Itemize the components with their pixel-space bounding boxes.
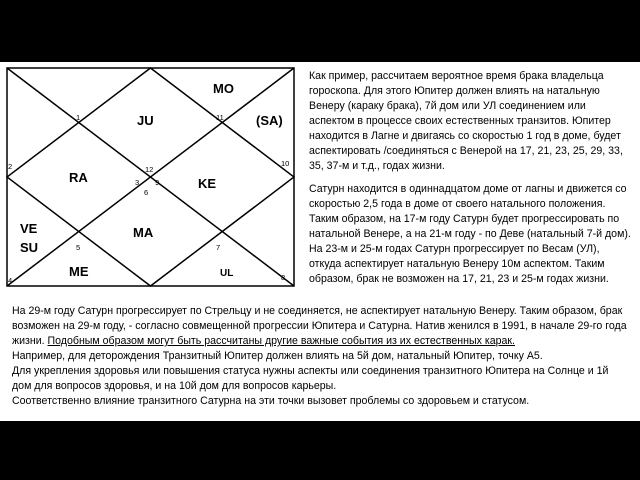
house-number-9: 9 — [155, 178, 160, 187]
house-number-6: 6 — [144, 188, 149, 197]
north-indian-chart — [6, 67, 295, 287]
health-status-text: Для укрепления здоровья или повышения статуса нужны аспекты или соединения транзитного Юпитера на Солнце и 1й дом для вопросов здоровья, и на 10й дом для вопросов карьеры. — [12, 365, 609, 392]
planet-ve: VE — [20, 221, 38, 236]
house-number-3: 3 — [135, 178, 140, 187]
planet-su: SU — [20, 240, 39, 255]
house-number-12: 12 — [145, 165, 154, 174]
house-number-5: 5 — [76, 243, 81, 252]
childbirth-text: Например, для деторождения Транзитный Юпитер должен влиять на 5й дом, натальный Юпитер, точку А5. — [12, 350, 543, 362]
planet-mo: MO — [213, 81, 234, 96]
house-number-7: 7 — [216, 243, 221, 252]
house-number-1: 1 — [76, 113, 81, 122]
house-number-4: 4 — [8, 276, 13, 285]
paragraph-conclusion — [12, 304, 630, 409]
planet-ma: MA — [133, 225, 154, 240]
planet-sa: (SA) — [256, 113, 283, 128]
house-number-10: 10 — [281, 159, 290, 168]
underlined-text: Подобным образом могут быть рассчитаны другие важные события из их естественных карак. — [47, 335, 515, 347]
slide — [0, 62, 640, 421]
planet-ul: UL — [220, 268, 234, 279]
house-number-8: 8 — [281, 273, 286, 282]
paragraph-marriage-jupiter: Как пример, рассчитаем вероятное время брака владельца гороскопа. Для этого Юпитер должен влиять на натальную Венеру (караку брака), 7й дом или УЛ соединением или аспектом в процессе своих естественных транзитов. Юпитер находится в Лагне и двигаясь со скоростью 1 год в доме, будет аспектировать /соединяться с Венерой на 17, 21, 23, 25, 29, 33, 35, 37-м и т.д., годах жизни. — [309, 70, 623, 172]
planet-me: ME — [69, 264, 89, 279]
paragraph-marriage-saturn: Сатурн находится в одиннадцатом доме от лагны и движется со скоростью 2,5 года в доме от своего натального положения. Таким образом, на 17-м году Сатурн будет прогрессировать по натальной Венере, а на 21-м году - по Деве (натальный 7-й дом). На 23-м и 25-м годах Сатурн прогрессирует по Весам (УЛ), откуда аспектирует натальную Венеру 10м аспектом. Таким образом, брак не возможен на 17, 21, 23 и 25-м годах жизни. — [309, 183, 631, 285]
planet-ju: JU — [137, 113, 154, 128]
planet-ke: KE — [198, 176, 217, 191]
conclusion-text: На 29-м году Сатурн прогрессирует по Стрельцу и не соединяется, не аспектирует натальную Венеру. Таким образом, брак возможен на 29-м году, - согласно совмещенной прогрессии Юпитера и Сатурна. Натив женился в 1991, в начале 29-го года жизни. — [12, 305, 627, 347]
house-number-11: 11 — [216, 113, 224, 122]
planet-ra: RA — [69, 170, 88, 185]
saturn-effect-text: Соответственно влияние транзитного Сатурна на эти точки вызовет проблемы со здоровьем и статусом. — [12, 395, 530, 407]
house-number-2: 2 — [8, 162, 13, 171]
